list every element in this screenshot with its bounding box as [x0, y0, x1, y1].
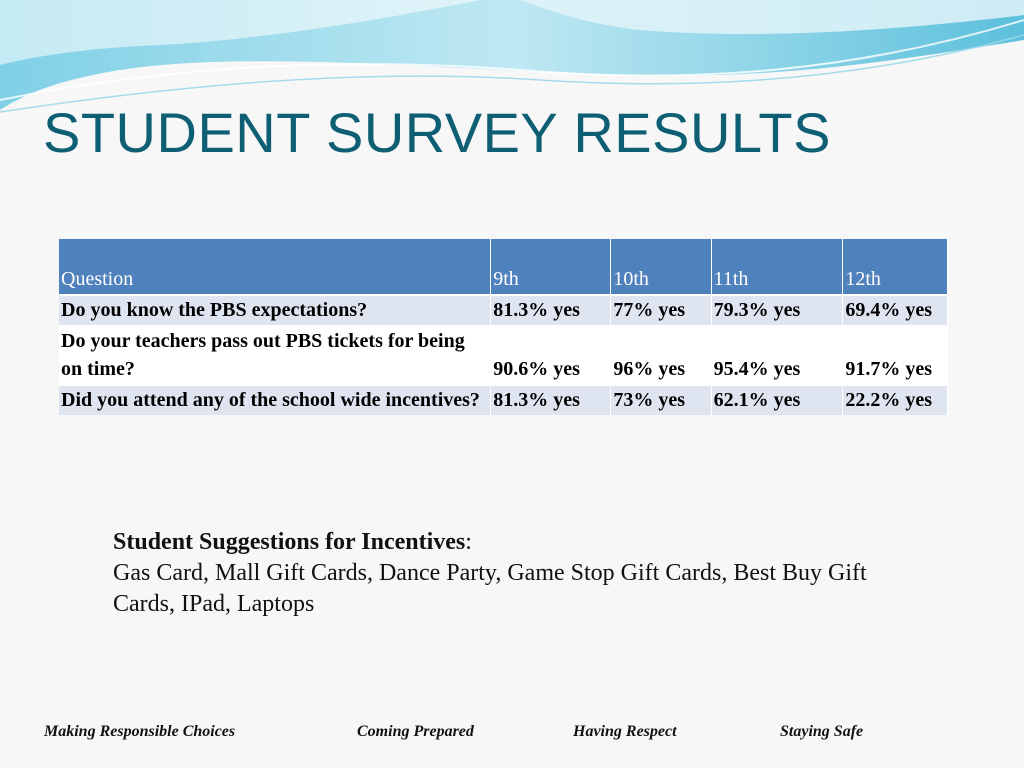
- header-11th: 11th: [711, 239, 843, 295]
- table-row: [59, 326, 948, 385]
- slide-title: STUDENT SURVEY RESULTS: [43, 101, 831, 164]
- survey-results-table: [59, 239, 948, 415]
- header-question: Question: [59, 239, 491, 295]
- suggestions-heading: Student Suggestions for Incentives: [113, 529, 466, 555]
- footer-having-respect: Having Respect: [573, 723, 677, 740]
- footer-coming-prepared: Coming Prepared: [357, 723, 474, 740]
- table-row: [59, 295, 948, 326]
- result-cell: 79.3% yes: [711, 295, 843, 326]
- question-cell: Do your teachers pass out PBS tickets for being on time?: [59, 326, 491, 385]
- result-cell: 90.6% yes: [491, 326, 611, 385]
- result-cell: 62.1% yes: [711, 385, 843, 415]
- header-9th: 9th: [491, 239, 611, 295]
- result-cell: 77% yes: [611, 295, 711, 326]
- table-row: [59, 385, 948, 415]
- header-10th: 10th: [611, 239, 711, 295]
- result-cell: 81.3% yes: [491, 295, 611, 326]
- footer-making-responsible-choices: Making Responsible Choices: [44, 723, 236, 740]
- result-cell: 91.7% yes: [843, 326, 948, 385]
- suggestions-colon: :: [465, 529, 472, 555]
- result-cell: 22.2% yes: [843, 385, 948, 415]
- result-cell: 69.4% yes: [843, 295, 948, 326]
- footer-staying-safe: Staying Safe: [780, 723, 864, 740]
- result-cell: 73% yes: [611, 385, 711, 415]
- result-cell: 96% yes: [611, 326, 711, 385]
- table-header-row: [59, 239, 948, 295]
- result-cell: 81.3% yes: [491, 385, 611, 415]
- question-cell: Did you attend any of the school wide incentives?: [59, 385, 491, 415]
- suggestions-block: [113, 527, 933, 620]
- header-12th: 12th: [843, 239, 948, 295]
- result-cell: 95.4% yes: [711, 326, 843, 385]
- suggestions-text: Gas Card, Mall Gift Cards, Dance Party, Game Stop Gift Cards, Best Buy Gift Cards, IPad, Laptops: [113, 560, 867, 617]
- question-cell: Do you know the PBS expectations?: [59, 295, 491, 326]
